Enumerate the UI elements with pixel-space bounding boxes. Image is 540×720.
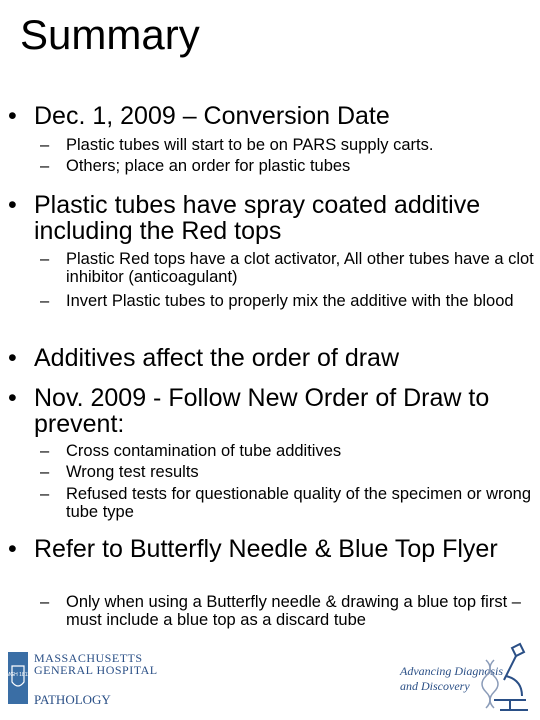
bullet-order-of-draw	[8, 345, 536, 371]
dash-glyph: –	[40, 463, 50, 481]
sub-item-text: Refused tests for questionable quality of the specimen or wrong tube type	[66, 485, 532, 521]
sub-item	[40, 594, 536, 629]
bullet-conversion-date	[8, 103, 536, 129]
sub-item-text: Plastic Red tops have a clot activator, All other tubes have a clot inhibitor (anticoagulant)	[66, 250, 534, 286]
hospital-name-line1: MASSACHUSETTS	[34, 651, 143, 665]
bullet-butterfly-needle	[8, 536, 536, 562]
bullet-text: Dec. 1, 2009 – Conversion Date	[34, 102, 390, 130]
sub-item-text: Plastic tubes will start to be on PARS supply carts.	[66, 136, 434, 154]
tagline-line2: and Discovery	[400, 679, 470, 693]
sub-item	[40, 158, 536, 176]
bullet-text: Plastic tubes have spray coated additive including the Red tops	[34, 191, 481, 245]
bullet-text: Nov. 2009 - Follow New Order of Draw to prevent:	[34, 384, 490, 438]
sub-item-text: Others; place an order for plastic tubes	[66, 157, 351, 175]
dash-glyph: –	[40, 292, 50, 310]
bullet-glyph: •	[8, 191, 17, 219]
bullet-glyph: •	[8, 384, 17, 412]
hospital-name-line2: GENERAL HOSPITAL	[34, 663, 158, 677]
bullet-spray-coated	[8, 192, 536, 244]
sub-item	[40, 443, 536, 461]
bullet-glyph: •	[8, 344, 17, 372]
dash-glyph: –	[40, 250, 50, 268]
microscope-dna-icon	[482, 640, 532, 718]
slide-title: Summary	[20, 11, 200, 58]
sub-item	[40, 251, 536, 286]
dash-glyph: –	[40, 593, 50, 611]
bullet-text: Refer to Butterfly Needle & Blue Top Flyer	[34, 535, 498, 563]
dash-glyph: –	[40, 157, 50, 175]
sub-item-text: Cross contamination of tube additives	[66, 442, 342, 460]
hospital-name	[34, 652, 158, 676]
bullet-glyph: •	[8, 102, 17, 130]
bullet-new-order-of-draw	[8, 385, 536, 437]
sub-item	[40, 464, 536, 482]
bullet-text: Additives affect the order of draw	[34, 344, 400, 372]
sub-item-text: Wrong test results	[66, 463, 199, 481]
dash-glyph: –	[40, 136, 50, 154]
shield-icon	[8, 652, 28, 704]
department-name: PATHOLOGY	[34, 692, 111, 707]
tagline-line1: Advancing Diagnosis	[400, 664, 503, 678]
sub-item	[40, 293, 536, 311]
sub-item-text: Only when using a Butterfly needle & drawing a blue top first – must include a blue top as a discard tube	[66, 593, 521, 629]
seal-text: MGH 1811	[6, 672, 30, 678]
sub-item	[40, 486, 536, 521]
footer	[0, 638, 540, 720]
dash-glyph: –	[40, 442, 50, 460]
dash-glyph: –	[40, 485, 50, 503]
bullet-glyph: •	[8, 535, 17, 563]
sub-item-text: Invert Plastic tubes to properly mix the additive with the blood	[66, 292, 514, 310]
sub-item	[40, 137, 536, 155]
mgh-seal-logo	[8, 652, 28, 704]
